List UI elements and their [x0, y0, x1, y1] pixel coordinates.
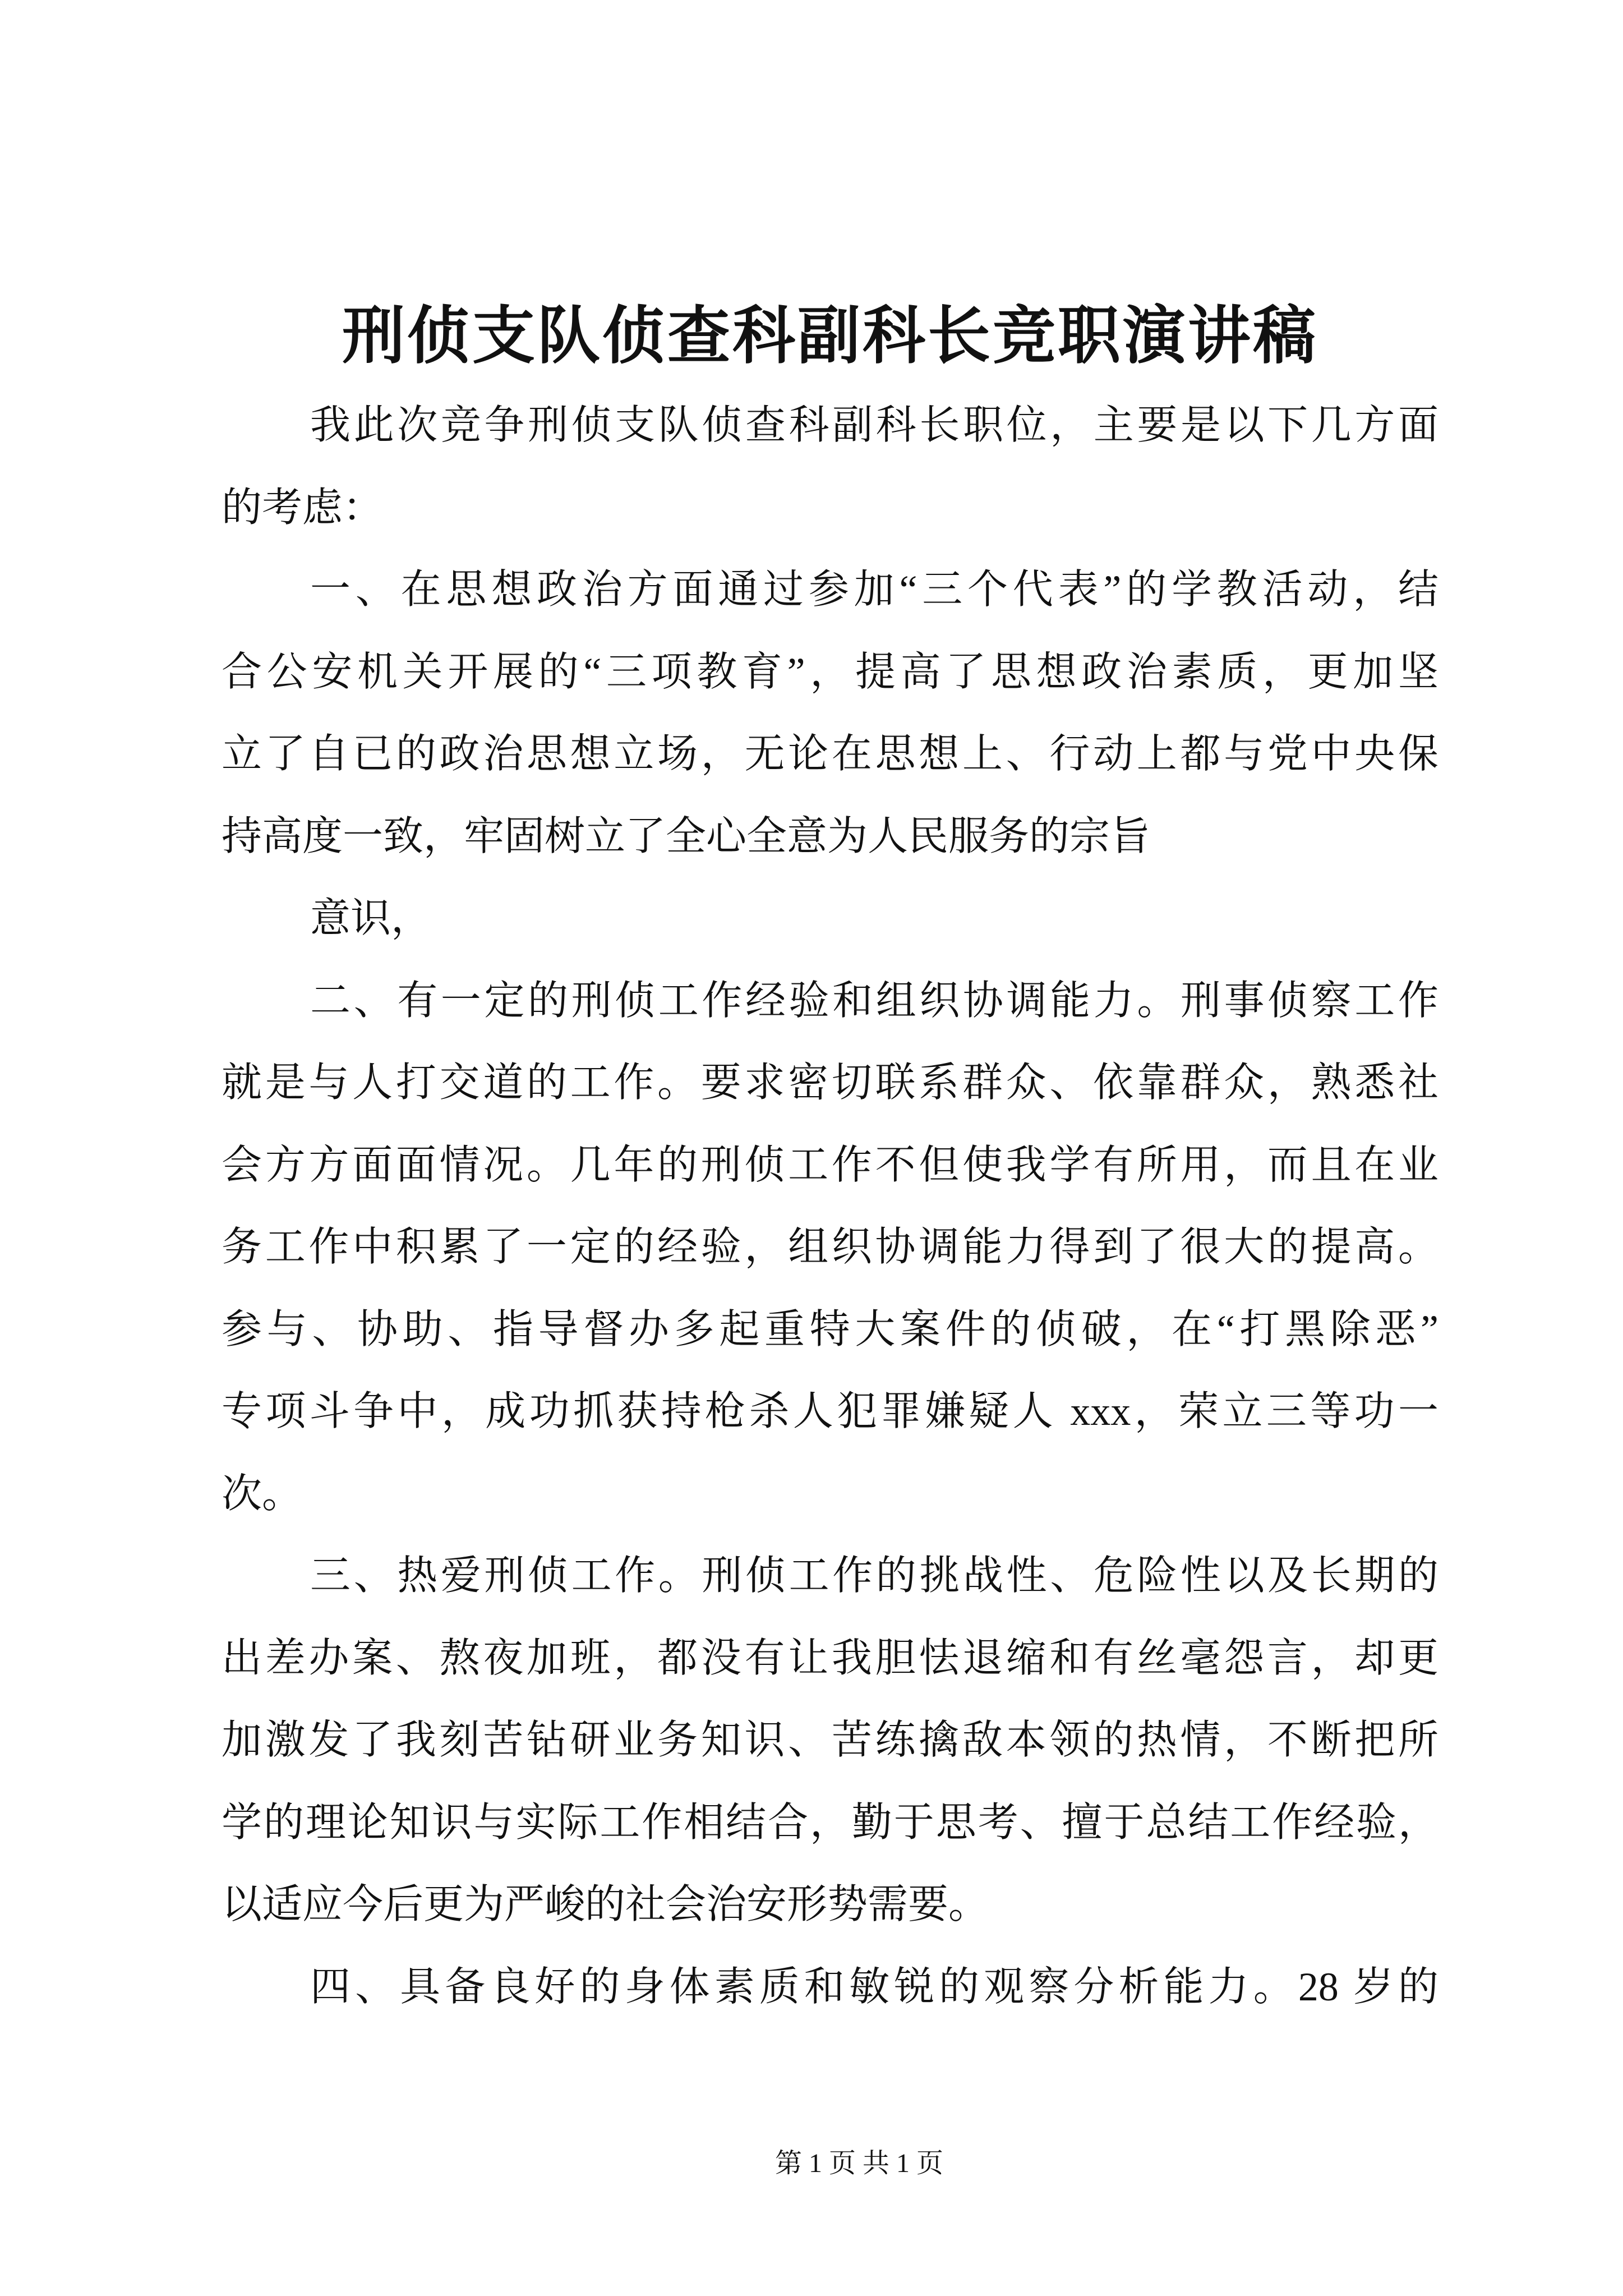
text-line: 参与、协助、指导督办多起重特大案件的侦破，在“打黑除恶”	[222, 1306, 1438, 1352]
paragraph-point-four	[222, 1946, 1438, 2028]
document-title: 刑侦支队侦查科副科长竞职演讲稿	[342, 302, 1318, 371]
text-line: 会方方面面情况。几年的刑侦工作不但使我学有所用，而且在业	[222, 1142, 1438, 1188]
text-line: 二、有一定的刑侦工作经验和组织协调能力。刑事侦察工作	[310, 978, 1438, 1023]
paragraph-continuation	[222, 877, 1438, 960]
paragraph-point-two	[222, 960, 1438, 1535]
text-line: 持高度一致，牢固树立了全心全意为人民服务的宗旨	[222, 813, 1151, 859]
text-line: 就是与人打交道的工作。要求密切联系群众、依靠群众，熟悉社	[222, 1060, 1438, 1105]
paragraph-intro	[222, 384, 1438, 549]
text-line: 三、热爱刑侦工作。刑侦工作的挑战性、危险性以及长期的	[310, 1553, 1438, 1598]
text-line: 四、具备良好的身体素质和敏锐的观察分析能力。28 岁的	[310, 1964, 1438, 2009]
text-line: 出差办案、熬夜加班，都没有让我胆怯退缩和有丝毫怨言，却更	[222, 1635, 1438, 1681]
paragraph-point-one	[222, 549, 1438, 877]
text-line: 意识，	[310, 896, 432, 941]
text-line: 的考虑：	[222, 485, 384, 530]
text-line: 合公安机关开展的“三项教育”，提高了思想政治素质，更加坚	[222, 649, 1438, 694]
text-line: 次。	[222, 1471, 303, 1516]
text-line: 立了自已的政治思想立场，无论在思想上、行动上都与党中央保	[222, 731, 1438, 776]
paragraph-point-three	[222, 1535, 1438, 1946]
text-line: 我此次竞争刑侦支队侦查科副科长职位，主要是以下几方面	[310, 403, 1438, 448]
text-line: 专项斗争中，成功抓获持枪杀人犯罪嫌疑人 xxx，荣立三等功一	[222, 1389, 1438, 1434]
page-footer: 第 1 页 共 1 页	[774, 2148, 943, 2178]
text-line: 学的理论知识与实际工作相结合，勤于思考、擅于总结工作经验，	[222, 1800, 1438, 1845]
text-line: 以适应今后更为严峻的社会治安形势需要。	[222, 1882, 989, 1927]
text-line: 务工作中积累了一定的经验，组织协调能力得到了很大的提高。	[222, 1225, 1438, 1269]
document-body	[222, 384, 1438, 2028]
text-line: 一、在思想政治方面通过参加“三个代表”的学教活动，结	[310, 567, 1438, 612]
text-line: 加激发了我刻苦钻研业务知识、苦练擒敌本领的热情，不断把所	[222, 1718, 1438, 1763]
